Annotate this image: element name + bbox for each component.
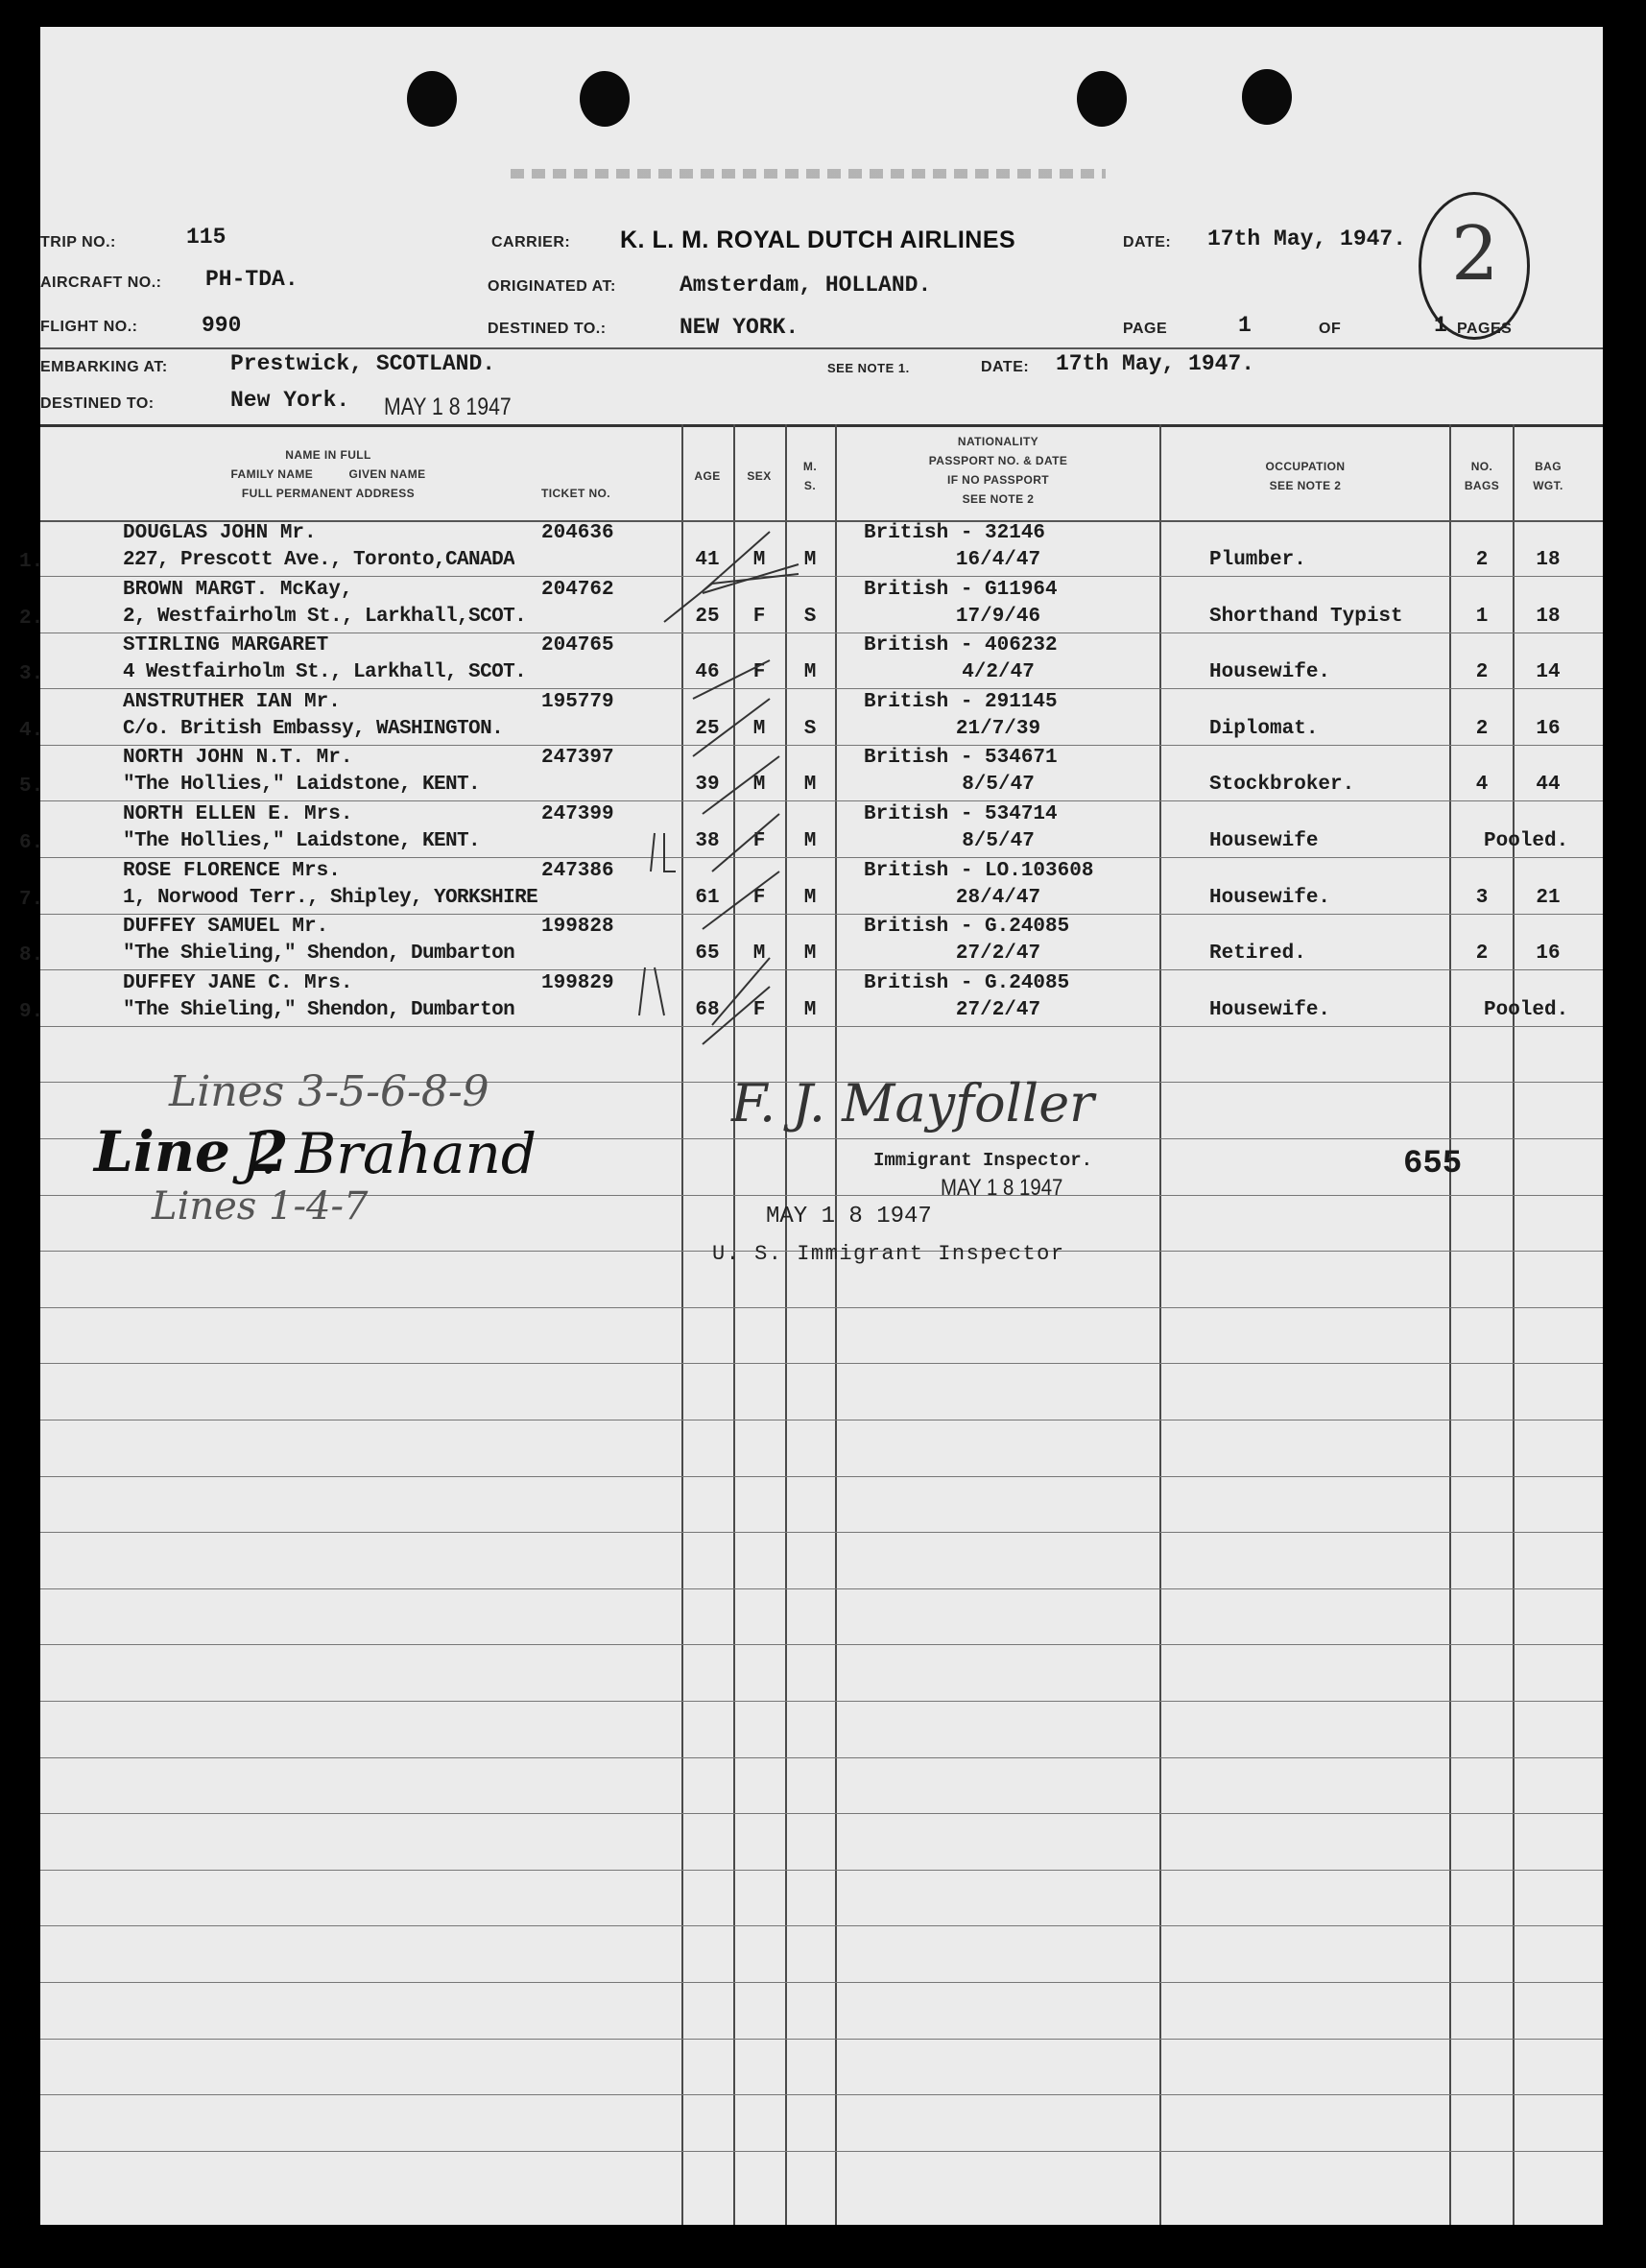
- passenger-age: 68: [695, 999, 720, 1021]
- passport-date: 28/4/47: [955, 887, 1041, 909]
- ruled-line: [40, 1307, 1603, 1308]
- date-stamp-1: MAY 1 8 1947: [941, 1175, 1063, 1201]
- trip-no-label: TRIP NO.:: [40, 234, 116, 251]
- signature-mark: [639, 967, 664, 1015]
- passenger-bag-weight: 18: [1536, 549, 1561, 571]
- passenger-bags: Pooled.: [1484, 999, 1569, 1021]
- col-line-age: [681, 424, 683, 2225]
- passenger-occupation: Housewife.: [1209, 999, 1331, 1021]
- signature-mark: [651, 833, 676, 871]
- date2-label: DATE:: [981, 359, 1030, 375]
- passenger-bags: 1: [1475, 606, 1489, 628]
- aircraft-no: PH-TDA.: [205, 267, 298, 292]
- pages-count: 1: [1434, 313, 1447, 338]
- passenger-marital-status: M: [803, 774, 817, 796]
- row-number: 8.: [19, 944, 44, 967]
- ticket-no: 247386: [541, 860, 614, 882]
- aircraft-no-label: AIRCRAFT NO.:: [40, 275, 162, 291]
- ruled-line: [40, 1588, 1603, 1589]
- col-header-bags: [1451, 457, 1513, 495]
- passport-date: 17/9/46: [955, 606, 1041, 628]
- trip-no: 115: [186, 225, 227, 250]
- passenger-age: 41: [695, 549, 720, 571]
- ticket-no: 195779: [541, 691, 614, 713]
- originated-label: ORIGINATED AT:: [488, 278, 616, 295]
- passport-nationality: British - G11964: [864, 579, 1058, 601]
- col-header-nat-l3: IF NO PASSPORT: [946, 473, 1050, 487]
- punch-hole: [407, 71, 457, 127]
- col-header-nationality: [837, 432, 1159, 509]
- passenger-bag-weight: 21: [1536, 887, 1561, 909]
- passenger-address: 1, Norwood Terr., Shipley, YORKSHIRE: [123, 887, 538, 909]
- passport-nationality: British - 406232: [864, 634, 1058, 657]
- col-header-nat-l1: NATIONALITY: [957, 435, 1039, 448]
- passenger-name: DUFFEY JANE C. Mrs.: [123, 972, 353, 994]
- col-header-age: AGE: [694, 469, 721, 483]
- date-stamp-2: MAY 1 8 1947: [766, 1204, 932, 1229]
- header-divider: [40, 347, 1603, 349]
- col-header-occ-l1: OCCUPATION: [1265, 460, 1346, 473]
- col-header-nat-l4: SEE NOTE 2: [962, 492, 1035, 506]
- ruled-line: [40, 1026, 1603, 1027]
- passport-nationality: British - 32146: [864, 522, 1046, 544]
- passenger-name: ANSTRUTHER IAN Mr.: [123, 691, 341, 713]
- passenger-address: 2, Westfairholm St., Larkhall,SCOT.: [123, 606, 527, 628]
- ticket-no: 199829: [541, 972, 614, 994]
- passport-nationality: British - G.24085: [864, 972, 1070, 994]
- passenger-name: NORTH JOHN N.T. Mr.: [123, 747, 353, 769]
- row-number: 6.: [19, 832, 44, 854]
- ruled-line: [40, 2151, 1603, 2152]
- col-line-bags: [1449, 424, 1451, 2225]
- passport-date: 8/5/47: [962, 774, 1035, 796]
- col-header-sex: SEX: [747, 469, 772, 483]
- passenger-occupation: Housewife: [1209, 830, 1319, 852]
- circled-number-text: 2: [1451, 211, 1499, 298]
- immigrant-inspector-label: Immigrant Inspector.: [873, 1150, 1093, 1171]
- ruled-line: [40, 2039, 1603, 2040]
- ruled-line: [40, 1925, 1603, 1926]
- col-header-weight: [1515, 457, 1582, 495]
- col-header-bags-l1: NO.: [1470, 460, 1493, 473]
- col-header-ms: [785, 457, 835, 495]
- passenger-sex: F: [752, 999, 766, 1021]
- ticket-no: 199828: [541, 916, 614, 938]
- passenger-bags: 4: [1475, 774, 1489, 796]
- punch-hole: [1077, 71, 1127, 127]
- passenger-name: BROWN MARGT. McKay,: [123, 579, 353, 601]
- passenger-age: 25: [695, 718, 720, 740]
- passenger-marital-status: M: [803, 887, 817, 909]
- passenger-bags: 2: [1475, 661, 1489, 683]
- passenger-sex: F: [752, 606, 766, 628]
- row-number: 3.: [19, 663, 44, 685]
- passenger-occupation: Stockbroker.: [1209, 774, 1355, 796]
- passenger-marital-status: M: [803, 830, 817, 852]
- flight-no: 990: [202, 313, 242, 338]
- ruled-line: [40, 1644, 1603, 1645]
- passenger-age: 38: [695, 830, 720, 852]
- passenger-marital-status: M: [803, 999, 817, 1021]
- passenger-sex: M: [752, 774, 766, 796]
- faded-form-title: [511, 169, 1106, 179]
- passenger-age: 46: [695, 661, 720, 683]
- inspector-signature: J. Brahand: [242, 1121, 537, 1186]
- passenger-bag-weight: 16: [1536, 718, 1561, 740]
- passenger-address: "The Hollies," Laidstone, KENT.: [123, 774, 481, 796]
- punch-hole: [580, 71, 630, 127]
- passenger-occupation: Plumber.: [1209, 549, 1306, 571]
- col-header-occ-l2: SEE NOTE 2: [1269, 479, 1342, 492]
- passenger-marital-status: M: [803, 943, 817, 965]
- embarking-label: EMBARKING AT:: [40, 359, 168, 375]
- col-line-occ: [1159, 424, 1161, 2225]
- handwritten-lines-2: Line 2: [94, 1119, 289, 1184]
- ruled-line: [40, 1532, 1603, 1533]
- passenger-sex: M: [752, 718, 766, 740]
- passenger-bags: 2: [1475, 549, 1489, 571]
- passport-nationality: British - G.24085: [864, 916, 1070, 938]
- page-number-field: 1: [1238, 313, 1252, 338]
- col-line-wgt: [1513, 424, 1515, 2225]
- passenger-bag-weight: 44: [1536, 774, 1561, 796]
- ruled-line: [40, 1982, 1603, 1983]
- row-number: 9.: [19, 1001, 44, 1023]
- destined2: New York.: [230, 388, 350, 413]
- handwritten-lines-1: Lines 3-5-6-8-9: [169, 1067, 489, 1116]
- passport-date: 21/7/39: [955, 718, 1041, 740]
- row-number: 2.: [19, 608, 44, 630]
- ruled-line: [40, 1476, 1603, 1477]
- col-header-ms-l2: S.: [803, 479, 817, 492]
- passport-nationality: British - 534714: [864, 803, 1058, 825]
- originated: Amsterdam, HOLLAND.: [680, 273, 932, 298]
- passenger-occupation: Housewife.: [1209, 887, 1331, 909]
- pages-label: PAGES: [1457, 321, 1513, 337]
- passenger-address: C/o. British Embassy, WASHINGTON.: [123, 718, 504, 740]
- passenger-occupation: Shorthand Typist: [1209, 606, 1403, 628]
- received-stamp: MAY 1 8 1947: [384, 394, 512, 420]
- passenger-marital-status: M: [803, 549, 817, 571]
- col-header-name-l2: FAMILY NAME GIVEN NAME: [230, 467, 426, 481]
- passenger-age: 39: [695, 774, 720, 796]
- passenger-address: 227, Prescott Ave., Toronto,CANADA: [123, 549, 515, 571]
- passenger-address: "The Shieling," Shendon, Dumbarton: [123, 999, 515, 1021]
- passenger-age: 61: [695, 887, 720, 909]
- destined: NEW YORK.: [680, 315, 799, 340]
- col-header-wgt-l2: WGT.: [1533, 479, 1563, 492]
- ruled-line: [40, 1757, 1603, 1758]
- passenger-occupation: Retired.: [1209, 943, 1306, 965]
- passenger-address: "The Hollies," Laidstone, KENT.: [123, 830, 481, 852]
- passenger-bag-weight: 16: [1536, 943, 1561, 965]
- passenger-sex: F: [752, 661, 766, 683]
- passenger-name: NORTH ELLEN E. Mrs.: [123, 803, 353, 825]
- page-label: PAGE: [1123, 321, 1168, 337]
- passenger-age: 65: [695, 943, 720, 965]
- row-number: 1.: [19, 551, 44, 573]
- passport-date: 16/4/47: [955, 549, 1041, 571]
- passenger-bag-weight: 14: [1536, 661, 1561, 683]
- ruled-line: [40, 1813, 1603, 1814]
- col-header-name-l1: NAME IN FULL: [285, 448, 371, 462]
- passenger-sex: M: [752, 943, 766, 965]
- passport-nationality: British - 534671: [864, 747, 1058, 769]
- passenger-marital-status: S: [803, 718, 817, 740]
- ticket-no: 247399: [541, 803, 614, 825]
- ruled-line: [40, 1363, 1603, 1364]
- passport-nationality: British - 291145: [864, 691, 1058, 713]
- passenger-bags: Pooled.: [1484, 830, 1569, 852]
- inspector-signature-2: F. J. Mayfoller: [731, 1073, 1094, 1134]
- embarking: Prestwick, SCOTLAND.: [230, 351, 496, 376]
- passenger-marital-status: S: [803, 606, 817, 628]
- passenger-sex: F: [752, 887, 766, 909]
- see-note-label: SEE NOTE 1.: [827, 361, 910, 375]
- passport-date: 8/5/47: [962, 830, 1035, 852]
- punch-hole: [1242, 69, 1292, 125]
- col-header-name: [127, 445, 530, 503]
- flight-no-label: FLIGHT NO.:: [40, 319, 138, 335]
- passenger-bag-weight: 18: [1536, 606, 1561, 628]
- passport-date: 27/2/47: [955, 943, 1041, 965]
- ruled-line: [40, 2094, 1603, 2095]
- passenger-bags: 2: [1475, 943, 1489, 965]
- us-immigrant-inspector: U. S. Immigrant Inspector: [712, 1242, 1065, 1266]
- table-top-border: [40, 424, 1603, 427]
- of-label: OF: [1319, 321, 1342, 337]
- passenger-bags: 2: [1475, 718, 1489, 740]
- col-header-bags-l2: BAGS: [1464, 479, 1500, 492]
- col-line-nat: [835, 424, 837, 2225]
- carrier-name: K. L. M. ROYAL DUTCH AIRLINES: [620, 227, 1016, 253]
- row-number: 5.: [19, 776, 44, 798]
- passenger-name: DOUGLAS JOHN Mr.: [123, 522, 317, 544]
- passenger-name: STIRLING MARGARET: [123, 634, 329, 657]
- passenger-age: 25: [695, 606, 720, 628]
- ruled-line: [40, 1701, 1603, 1702]
- passenger-sex: F: [752, 830, 766, 852]
- ticket-no: 204762: [541, 579, 614, 601]
- row-number: 4.: [19, 720, 44, 742]
- passenger-bags: 3: [1475, 887, 1489, 909]
- col-header-occupation: [1161, 457, 1449, 495]
- ticket-no: 247397: [541, 747, 614, 769]
- destined-label: DESTINED TO.:: [488, 321, 607, 337]
- col-header-nat-l2: PASSPORT NO. & DATE: [928, 454, 1068, 467]
- passport-nationality: British - LO.103608: [864, 860, 1094, 882]
- manifest-page: [19, 27, 1603, 2225]
- col-header-ticket: TICKET NO.: [541, 487, 610, 500]
- row-number: 7.: [19, 889, 44, 911]
- date-label: DATE:: [1123, 234, 1172, 251]
- passenger-occupation: Diplomat.: [1209, 718, 1319, 740]
- col-line-sex: [733, 424, 735, 2225]
- date: 17th May, 1947.: [1207, 227, 1407, 251]
- ruled-line: [40, 1870, 1603, 1871]
- passenger-name: ROSE FLORENCE Mrs.: [123, 860, 341, 882]
- page-number: 655: [1403, 1146, 1463, 1182]
- col-header-ms-l1: M.: [802, 460, 818, 473]
- date2: 17th May, 1947.: [1056, 351, 1255, 376]
- col-header-name-l3: FULL PERMANENT ADDRESS: [241, 487, 416, 500]
- destined2-label: DESTINED TO:: [40, 395, 155, 412]
- passport-date: 27/2/47: [955, 999, 1041, 1021]
- carrier-label: CARRIER:: [491, 234, 571, 251]
- col-line-ms: [785, 424, 787, 2225]
- passport-date: 4/2/47: [962, 661, 1035, 683]
- passenger-address: "The Shieling," Shendon, Dumbarton: [123, 943, 515, 965]
- passenger-address: 4 Westfairholm St., Larkhall, SCOT.: [123, 661, 527, 683]
- ticket-no: 204636: [541, 522, 614, 544]
- passenger-name: DUFFEY SAMUEL Mr.: [123, 916, 329, 938]
- passenger-occupation: Housewife.: [1209, 661, 1331, 683]
- ticket-no: 204765: [541, 634, 614, 657]
- col-header-wgt-l1: BAG: [1535, 460, 1562, 473]
- passenger-marital-status: M: [803, 661, 817, 683]
- passenger-sex: M: [752, 549, 766, 571]
- handwritten-lines-3: Lines 1-4-7: [152, 1184, 369, 1229]
